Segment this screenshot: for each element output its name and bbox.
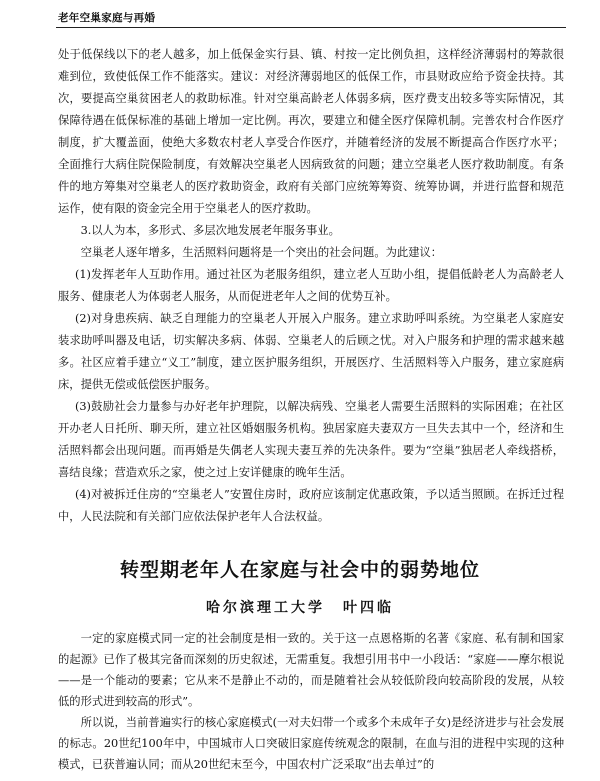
article-body xyxy=(58,628,564,775)
continuation-section xyxy=(58,44,564,528)
byline xyxy=(0,597,600,617)
section-heading: 3.以人为本，多形式、多层次地发展老年服务事业。 xyxy=(80,224,340,237)
list-item: (2)对身患疾病、缺乏自理能力的空巢老人开展入户服务。建立求助呼叫系统。为空巢老人家庭安装求助呼叫器及电话，切实解决多病、体弱、空巢老人的后顾之忧。对入户服务和护理的需求越来越多。社区应着手建立“义工”制度，建立医护服务组织，开展医疗、生活照料等入户服务，建立家庭病床，提供无偿或低偿医护服务。 xyxy=(58,312,564,391)
author-institution: 哈尔滨理工大学 xyxy=(206,600,325,616)
intro-paragraph: 空巢老人逐年增多，生活照料问题将是一个突出的社会问题。为此建议： xyxy=(80,246,443,259)
article-paragraph: 所以说，当前普遍实行的核心家庭模式(一对夫妇带一个或多个未成年子女)是经济进步与社会发展的标志。20世纪100年中，中国城市人口突破旧家庭传统观念的限制，在血与泪的进程中实现的这种模式，已获普遍认同；而从20世纪末至今，中国农村广泛采取“出去单过”的 xyxy=(58,716,564,771)
continuation-paragraph: 处于低保线以下的老人越多，加上低保金实行县、镇、村按一定比例负担，这样经济薄弱村的筹款很难到位，致使低保工作不能落实。建议：对经济薄弱地区的低保工作，市县财政应给予资金扶持。其次，要提高空巢贫困老人的救助标准。针对空巢高龄老人体弱多病，医疗费支出较多等实际情况，其保障待遇在低保标准的基础上增加一定比例。再次，要建立和健全医疗保障机制。完善农村合作医疗制度，扩大覆盖面，使绝大多数农村老人享受合作医疗，并随着经济的发展不断提高合作医疗水平；全面推行大病住院保险制度，有效解决空巢老人因病致贫的问题；建立空巢老人医疗救助制度。有条件的地方筹集对空巢老人的医疗救助资金，政府有关部门应统筹筹资、统筹协调，并进行监督和规范运作，使有限的资金完全用于空巢老人的医疗救助。 xyxy=(58,48,564,215)
article-title: 转型期老年人在家庭与社会中的弱势地位 xyxy=(119,559,480,581)
author-name: 叶四临 xyxy=(343,600,394,616)
list-item: (1)发挥老年人互助作用。通过社区为老服务组织，建立老人互助小组，提倡低龄老人为高龄老人服务、健康老人为体弱老人服务，从而促进老年人之间的优势互补。 xyxy=(58,268,564,303)
running-header: 老年空巢家庭与再婚 xyxy=(58,12,156,24)
article-paragraph: 一定的家庭模式同一定的社会制度是相一致的。关于这一点恩格斯的名著《家庭、私有制和国家的起源》已作了极其完备而深刻的历史叙述，无需重复。我想引用书中一小段话：“家庭——摩尔根说——是一个能动的要素；它从来不是静止不动的，而是随着社会从较低阶段向较高阶段的发展，从较低的形式进到较高的形式”。 xyxy=(58,632,564,708)
list-item: (4)对被拆迁住房的“空巢老人”安置住房时，政府应该制定优惠政策，予以适当照顾。在拆迁过程中，人民法院和有关部门应依法保护老年人合法权益。 xyxy=(58,488,564,523)
header-rule xyxy=(56,27,566,28)
list-item: (3)鼓励社会力量参与办好老年护理院，以解决病残、空巢老人需要生活照料的实际困难；在社区开办老人日托所、聊天所，建立社区婚姻服务机构。独居家庭夫妻双方一旦失去其中一个，经济和生活照料都会出现问题。而再婚是失偶老人实现夫妻互养的先决条件。要为“空巢”独居老人牵线搭桥，喜结良缘；营造欢乐之家，使之过上安详健康的晚年生活。 xyxy=(58,400,564,479)
